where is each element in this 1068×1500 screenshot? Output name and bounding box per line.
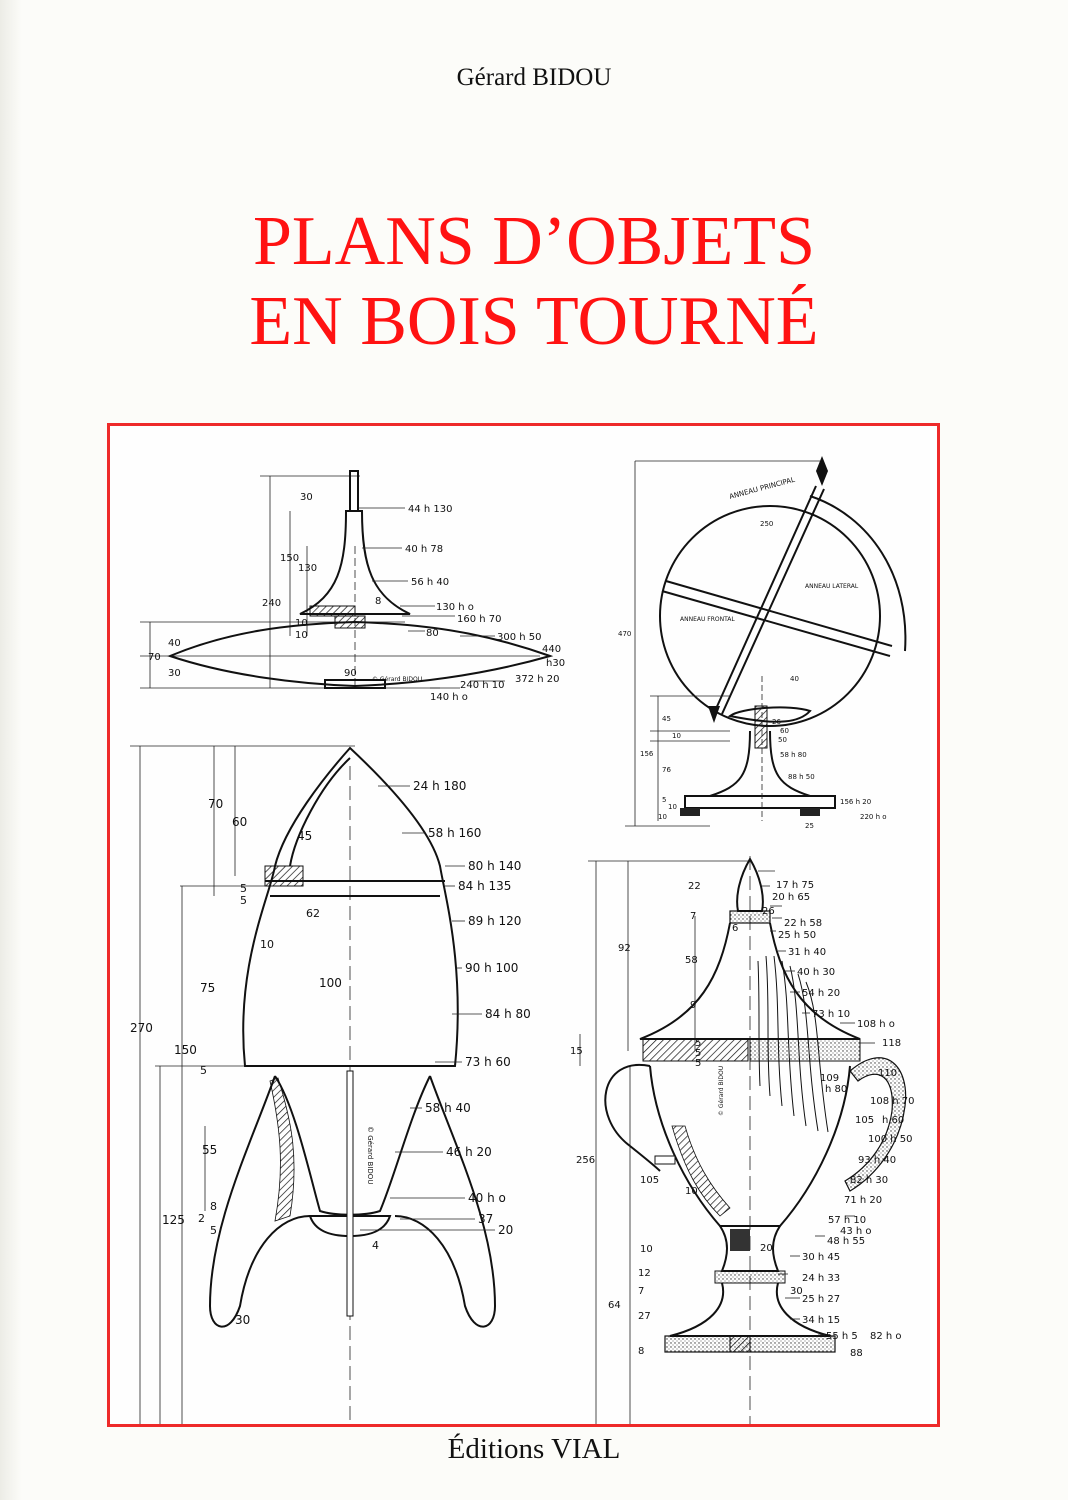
dim-label: 20 h 65 xyxy=(772,892,811,903)
dim-label: 15 xyxy=(570,1046,583,1057)
dim-label: 220 h o xyxy=(860,813,887,821)
dim-label: 256 xyxy=(576,1155,596,1166)
dim-label: 45 xyxy=(297,829,313,843)
dim-label: 82 h o xyxy=(870,1331,902,1342)
dim-label: 5 xyxy=(240,894,247,907)
dim-label: 58 xyxy=(685,955,698,966)
dim-label: 5 xyxy=(662,796,667,804)
dim-label: 5 xyxy=(695,1038,702,1049)
dim-label: 110 xyxy=(878,1068,898,1079)
dim-label: 10 xyxy=(295,630,308,641)
dim-label: 130 xyxy=(298,563,318,574)
dim-label: 8 xyxy=(638,1346,645,1357)
bottom-right-labels xyxy=(570,880,915,1359)
dim-label: 64 xyxy=(608,1300,621,1311)
top-left-labels xyxy=(148,492,565,703)
dim-label: 40 h 30 xyxy=(797,967,836,978)
book-title xyxy=(0,202,1068,362)
publisher-name: Éditions VIAL xyxy=(447,1433,621,1465)
dim-label: 7 xyxy=(638,1286,645,1297)
dim-label: 55 h 5 xyxy=(826,1331,858,1342)
dim-label: 109 xyxy=(820,1073,840,1084)
dim-label: 8 xyxy=(210,1200,217,1213)
dim-label: 90 h 100 xyxy=(465,961,519,975)
dim-label: 156 xyxy=(640,750,654,758)
dim-label: 10 xyxy=(672,732,681,740)
dim-label: 12 xyxy=(638,1268,651,1279)
dim-label: 75 xyxy=(200,981,216,995)
dim-label: 5 xyxy=(695,1058,702,1069)
dim-label: 26 xyxy=(772,718,781,726)
dim-label: 58 h 80 xyxy=(780,751,807,759)
dim-label: 156 h 20 xyxy=(840,798,872,806)
dim-label: 31 h 40 xyxy=(788,947,827,958)
dim-label: 80 xyxy=(426,628,439,639)
drawing-signature: © Gérard BIDOU xyxy=(372,676,423,683)
dim-label: 8 xyxy=(375,596,382,607)
dim-label: 240 xyxy=(262,598,282,609)
dim-label: 150 xyxy=(280,553,300,564)
dim-label: 7 xyxy=(690,911,697,922)
drawing-rocket xyxy=(130,746,515,1424)
dim-label: 58 h 40 xyxy=(425,1101,471,1115)
dim-label: 84 h 135 xyxy=(458,879,512,893)
dim-label: 40 h o xyxy=(468,1191,506,1205)
dim-label: 88 h 50 xyxy=(788,773,815,781)
dim-label: 71 h 20 xyxy=(844,1195,883,1206)
dim-label: 40 xyxy=(168,638,181,649)
dim-label: 470 xyxy=(618,630,632,638)
dim-label: 20 xyxy=(498,1223,514,1237)
dim-label: 5 xyxy=(695,1048,702,1059)
dim-label: 240 h 10 xyxy=(460,680,505,691)
dim-label: 70 xyxy=(208,797,224,811)
dim-label: 5 xyxy=(240,882,247,895)
author-name: Gérard BIDOU xyxy=(456,64,612,91)
dim-label: 80 h 140 xyxy=(468,859,522,873)
dim-label: 45 xyxy=(662,715,671,723)
dim-label: 440 xyxy=(542,644,562,655)
dim-label: 10 xyxy=(295,618,308,629)
dim-label: 5 xyxy=(210,1224,217,1237)
dim-label: 10 xyxy=(658,813,667,821)
dim-label: h30 xyxy=(546,658,566,669)
dim-label: 82 h 30 xyxy=(850,1175,889,1186)
dim-label: 300 h 50 xyxy=(497,632,542,643)
dim-label: 30 xyxy=(235,1313,251,1327)
dim-label: 150 xyxy=(174,1043,197,1057)
technical-drawings xyxy=(110,426,937,1424)
dim-label: 43 h o xyxy=(840,1226,872,1237)
dim-label: 58 h 160 xyxy=(428,826,482,840)
dim-label: 100 xyxy=(319,976,342,990)
title-line-1: PLANS D’OBJETS xyxy=(252,203,816,280)
dim-label: 62 xyxy=(306,907,320,920)
dim-label: 89 h 120 xyxy=(468,914,522,928)
dim-label: 105 xyxy=(640,1175,660,1186)
dim-label: 44 h 130 xyxy=(408,504,453,515)
dim-label: 37 xyxy=(478,1212,494,1226)
dim-label: 92 xyxy=(618,943,631,954)
dim-label: 84 h 80 xyxy=(485,1007,531,1021)
dim-label: 270 xyxy=(130,1021,153,1035)
dim-label: 93 h 40 xyxy=(858,1155,897,1166)
drawing-signature: © Gérard BIDOU xyxy=(366,1126,374,1185)
dim-label: 250 xyxy=(760,520,774,528)
dim-label: 130 h o xyxy=(436,602,474,613)
dim-label: 24 h 33 xyxy=(802,1273,841,1284)
sphere-label: ANNEAU PRINCIPAL xyxy=(728,475,796,501)
dim-label: 4 xyxy=(372,1239,379,1252)
dim-label: 40 h 78 xyxy=(405,544,444,555)
dim-label: 50 xyxy=(778,736,787,744)
dim-label: 6 xyxy=(732,923,739,934)
dim-label: 372 h 20 xyxy=(515,674,560,685)
dim-label: 26 xyxy=(762,906,775,917)
bottom-left-labels xyxy=(130,779,541,1424)
dim-label: 10 xyxy=(260,938,274,951)
dim-label: 60 xyxy=(232,815,248,829)
dim-label: h 60 xyxy=(882,1115,905,1126)
dim-label: 76 xyxy=(662,766,671,774)
dim-label: 25 xyxy=(805,822,814,830)
dim-label: 118 xyxy=(882,1038,902,1049)
dim-label: 34 h 15 xyxy=(802,1315,841,1326)
dim-label: 60 xyxy=(780,727,789,735)
dim-label: 48 h 55 xyxy=(827,1236,866,1247)
dim-label: 108 h 70 xyxy=(870,1096,915,1107)
dim-label: h 80 xyxy=(825,1084,848,1095)
dim-label: 105 xyxy=(855,1115,875,1126)
dim-label: 108 h o xyxy=(857,1019,895,1030)
dim-label: 30 xyxy=(790,1286,803,1297)
dim-label: 10 xyxy=(640,1244,653,1255)
dim-label: 30 xyxy=(168,668,181,679)
dim-label: 25 h 27 xyxy=(802,1294,841,1305)
dim-label: 22 xyxy=(688,881,701,892)
dim-label: 30 h 45 xyxy=(802,1252,841,1263)
dim-label: 54 h 20 xyxy=(802,988,841,999)
dim-label: 17 h 75 xyxy=(776,880,815,891)
dim-label: 73 h 10 xyxy=(812,1009,851,1020)
dim-label: 22 h 58 xyxy=(784,918,823,929)
title-line-2: EN BOIS TOURNÉ xyxy=(249,283,819,360)
dim-label: 90 xyxy=(344,668,357,679)
dim-label: 46 h 20 xyxy=(446,1145,492,1159)
dim-label: 10 xyxy=(685,1186,698,1197)
dim-label: 5 xyxy=(200,1064,207,1077)
drawing-spinning-top xyxy=(140,471,550,688)
dim-label: 2 xyxy=(198,1212,205,1225)
dim-label: 125 xyxy=(162,1213,185,1227)
dim-label: 57 h 10 xyxy=(828,1215,867,1226)
dim-label: 100 h 50 xyxy=(868,1134,913,1145)
dim-label: 20 xyxy=(760,1243,773,1254)
dim-label: 40 xyxy=(790,675,799,683)
dim-label: 25 h 50 xyxy=(778,930,817,941)
dim-label: 9 xyxy=(690,1000,697,1011)
dim-label: 30 xyxy=(300,492,313,503)
sphere-label: ANNEAU LATERAL xyxy=(805,583,859,590)
dim-label: 73 h 60 xyxy=(465,1055,511,1069)
dim-label: 24 h 180 xyxy=(413,779,467,793)
dim-label: 140 h o xyxy=(430,692,468,703)
dim-label: 88 xyxy=(850,1348,863,1359)
illustration-frame xyxy=(107,423,940,1427)
dim-label: 10 xyxy=(668,803,677,811)
dim-label: 160 h 70 xyxy=(457,614,502,625)
dim-label: 70 xyxy=(148,652,161,663)
dim-label: 56 h 40 xyxy=(411,577,450,588)
sphere-label: ANNEAU FRONTAL xyxy=(680,616,735,623)
dim-label: 27 xyxy=(638,1311,651,1322)
drawing-signature: © Gérard BIDOU xyxy=(718,1065,725,1116)
dim-label: 55 xyxy=(202,1143,218,1157)
